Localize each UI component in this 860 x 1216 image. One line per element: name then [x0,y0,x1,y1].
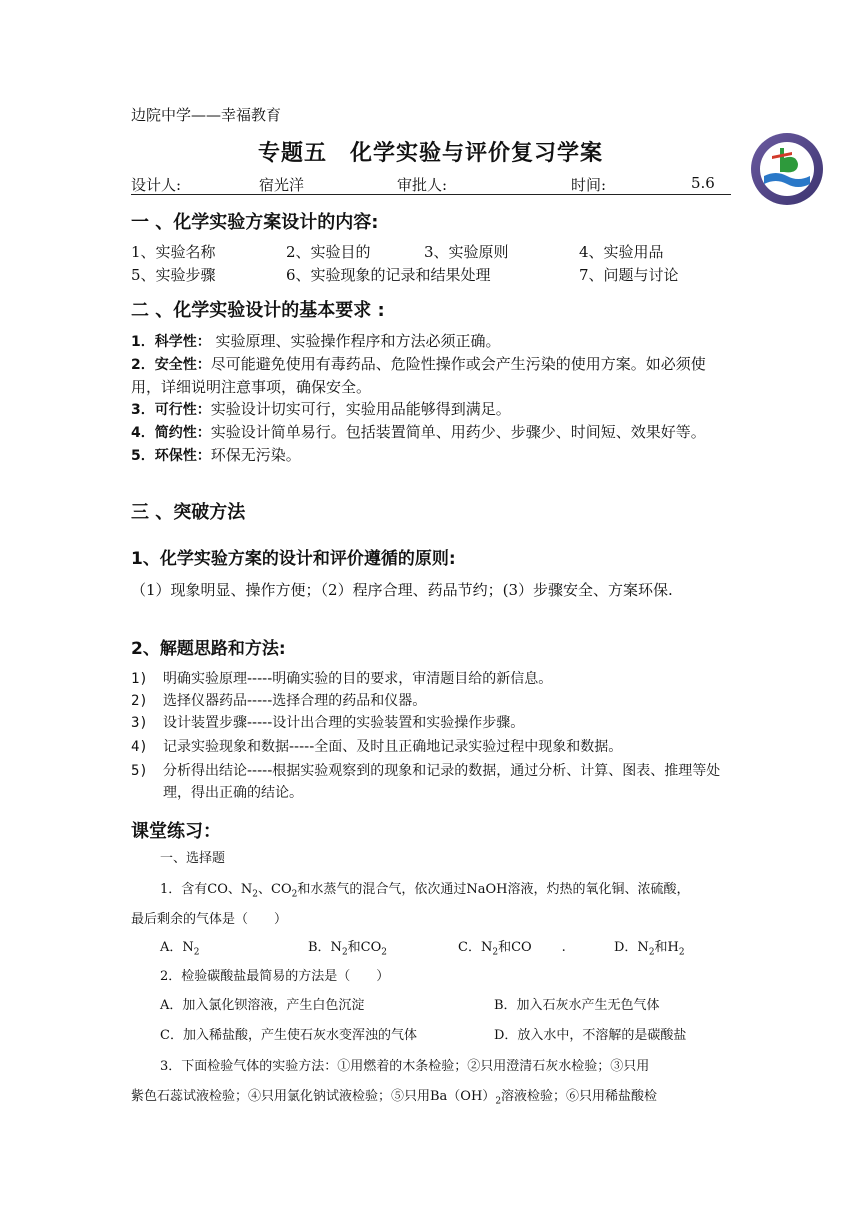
time-label: 时间: [571,176,607,194]
list-item: 3．可行性：实验设计切实可行，实验用品能够得到满足。 [131,400,511,418]
list-item: 2) 选择仪器药品-----选择合理的药品和仪器。 [131,693,427,709]
question-1-line2: 最后剩余的气体是（ ） [131,912,288,927]
option-c: C．$N_2$和CO . [458,940,566,958]
list-item: 1) 明确实验原理-----明确实验的目的要求，审清题目给的新信息。 [131,671,553,687]
question-1-line1: 1．含有CO、$N_2$、$CO_2$和水蒸气的混合气，依次通过NaOH溶液，灼热的氧化铜、浓硫酸， [160,882,690,900]
list-item: 7、问题与讨论 [579,266,679,284]
section2-heading: 二 、化学实验设计的基本要求 : [131,300,385,321]
option-b: B．加入石灰水产生无色气体 [494,998,660,1013]
option-d: D．放入水中，不溶解的是碳酸盐 [494,1028,687,1043]
list-item: 1．科学性： 实验原理、实验操作程序和方法必须正确。 [131,332,501,350]
list-item: 3) 设计装置步骤-----设计出合理的实验装置和实验操作步骤。 [131,715,525,731]
time-value: 5.6 [691,174,715,192]
list-item: 4．简约性：实验设计简单易行。包括装置简单、用药少、步骤少、时间短、效果好等。 [131,423,706,441]
list-item: 4) 记录实验现象和数据-----全面、及时且正确地记录实验过程中现象和数据。 [131,739,623,755]
list-item: 5．环保性：环保无污染。 [131,446,301,464]
option-d: D．$N_2$和$H_2$ [614,940,685,958]
list-item: 5) 分析得出结论-----根据实验观察到的现象和记录的数据，通过分析、计算、图表、推理等处理，得出正确的结论。 [131,763,721,801]
school-name: 边院中学——幸福教育 [131,106,282,124]
school-logo-icon [750,132,824,206]
list-item: 3、实验原则 [424,243,509,261]
approver-label: 审批人: [397,176,448,194]
list-item: 6、实验现象的记录和结果处理 [286,266,491,284]
practice-heading: 课堂练习： [131,821,221,842]
question-type: 一、选择题 [160,851,226,866]
option-c: C．加入稀盐酸，产生使石灰水变浑浊的气体 [160,1028,417,1043]
list-item: 4、实验用品 [579,243,664,261]
list-item: 5、实验步骤 [131,266,216,284]
option-b: B．$N_2$和$CO_2$ [308,940,388,958]
section1-heading: 一 、化学实验方案设计的内容: [131,212,379,233]
option-a: A．加入氯化钡溶液，产生白色沉淀 [160,998,365,1013]
question-2-stem: 2．检验碳酸盐最简易的方法是（ ） [160,969,390,984]
option-a: A．$N_2$ [160,940,200,958]
section3-heading: 三 、突破方法 [131,502,246,523]
list-item: 2．安全性：尽可能避免使用有毒药品、危险性操作或会产生污染的使用方案。如必须使用，详细说明注意事项，确保安全。 [131,355,706,396]
designer-name: 宿光洋 [259,176,305,194]
list-item: 1、实验名称 [131,243,216,261]
requirements-list [131,330,733,467]
designer-label: 设计人: [131,176,182,194]
list-item: 2、实验目的 [286,243,371,261]
page-title: 专题五 化学实验与评价复习学案 [258,140,604,166]
question-3-line1: 3．下面检验气体的实验方法：①用燃着的木条检验；②只用澄清石灰水检验；③只用 [160,1059,650,1074]
question-3-line2: 紫色石蕊试液检验；④只用氯化钠试液检验；⑤只用$Ba(OH)_2$溶液检验；⑥只用稀盐酸检 [131,1089,658,1107]
methods-heading: 2、解题思路和方法: [131,639,286,659]
credits-line [131,174,731,195]
principles-heading: 1、化学实验方案的设计和评价遵循的原则: [131,549,456,569]
principles-text: （1）现象明显、操作方便；（2）程序合理、药品节约；(3）步骤安全、方案环保. [131,581,673,599]
